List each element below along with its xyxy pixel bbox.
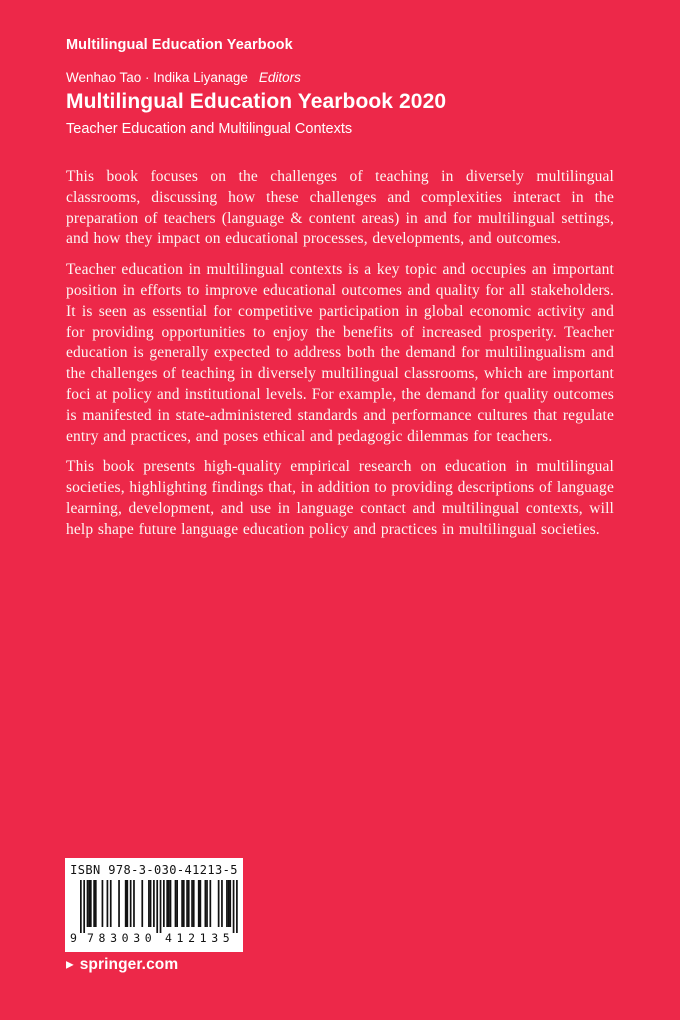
svg-text:783030: 783030 <box>86 931 152 944</box>
book-description <box>66 167 614 541</box>
authors-line <box>66 70 624 85</box>
author-names: Wenhao Tao · Indika Liyanage <box>66 70 248 85</box>
isbn-label: ISBN 978-3-030-41213-5 <box>70 863 238 877</box>
description-paragraph-2: Teacher education in multilingual contexts is a key topic and occupies an important position in efforts to improve educational outcomes and quality for all stakeholders. It is seen as essential for competitive participation in global economic activity and for providing opportunities to enjoy the benefits of increased prosperity. Teacher education is generally expected to address both the demand for multilingualism and the challenges of teaching in diversely multilingual classrooms, which are important foci at policy and institutional levels. For example, the demand for quality outcomes is manifested in state-administered standards and performance cultures that regulate entry and practices, and poses ethical and pedagogic dilemmas for teachers. <box>66 261 614 445</box>
svg-text:9: 9 <box>70 931 77 944</box>
description-paragraph-1: This book focuses on the challenges of teaching in diversely multilingual classrooms, discussing how these challenges and complexities interact in the preparation of teachers (language & content areas) in and for multilingual settings, and how they impact on educational processes, developments, and outcomes. <box>66 168 614 248</box>
arrow-icon: ▶ <box>66 959 74 971</box>
svg-text:412135: 412135 <box>165 931 230 944</box>
ean13-barcode-icon <box>70 880 238 944</box>
editors-label: Editors <box>258 70 301 85</box>
isbn-barcode-box <box>65 858 243 952</box>
publisher-link[interactable] <box>66 956 178 974</box>
header-block <box>66 37 624 137</box>
description-paragraph-3: This book presents high-quality empirical research on education in multilingual societies, highlighting findings that, in addition to providing descriptions of language learning, development, and use in language contact and multilingual contexts, will help shape future language education policy and practices in multilingual societies. <box>66 458 614 538</box>
series-title: Multilingual Education Yearbook <box>66 37 293 53</box>
book-subtitle: Teacher Education and Multilingual Contexts <box>66 121 353 137</box>
publisher-url: springer.com <box>79 956 179 973</box>
book-title: Multilingual Education Yearbook 2020 <box>66 90 447 113</box>
